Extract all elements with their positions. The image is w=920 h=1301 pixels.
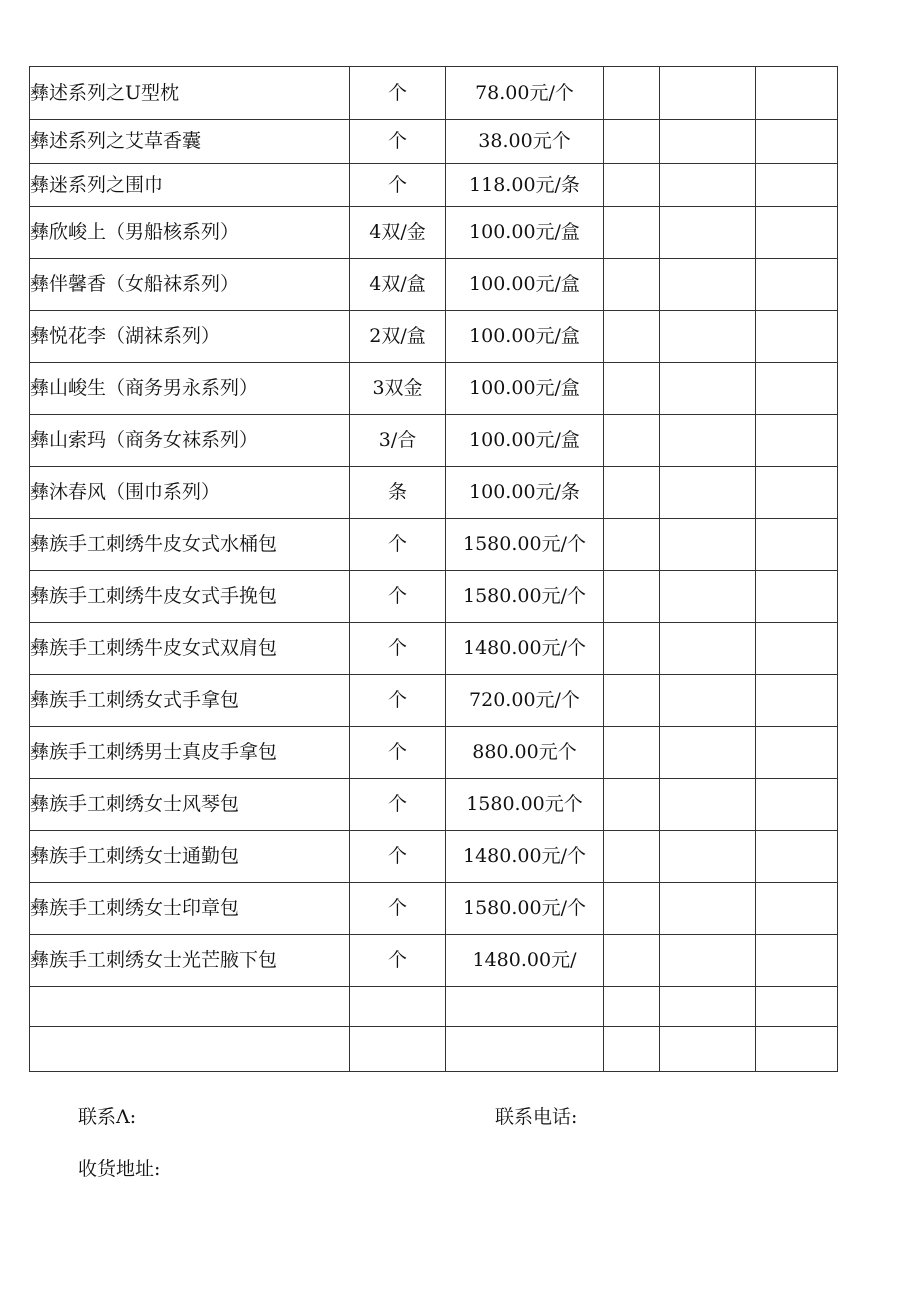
unit-price-cell: 1480.00元/ — [446, 935, 604, 987]
amount-cell — [660, 467, 756, 519]
product-name-cell: 彝族手工刺绣女式手拿包 — [30, 675, 350, 727]
product-name-cell: 彝述系列之U型枕 — [30, 67, 350, 120]
table-row — [30, 120, 838, 164]
unit-cell: 4双/金 — [350, 207, 446, 259]
unit-price-cell: 100.00元/盒 — [446, 207, 604, 259]
unit-price-cell: 100.00元/盒 — [446, 415, 604, 467]
product-name-cell: 彝族手工刺绣女士通勤包 — [30, 831, 350, 883]
quantity-cell — [604, 675, 660, 727]
quantity-cell — [604, 67, 660, 120]
product-table-body — [30, 67, 838, 1072]
table-row — [30, 519, 838, 571]
unit-price-cell: 100.00元/条 — [446, 467, 604, 519]
amount-cell — [660, 1027, 756, 1072]
table-row — [30, 987, 838, 1027]
product-name-cell: 彝述系列之艾草香囊 — [30, 120, 350, 164]
remark-cell — [756, 259, 838, 311]
product-name-cell: 彝族手工刺绣女士印章包 — [30, 883, 350, 935]
unit-cell: 个 — [350, 120, 446, 164]
unit-price-cell: 1580.00元/个 — [446, 571, 604, 623]
unit-cell: 个 — [350, 883, 446, 935]
amount-cell — [660, 987, 756, 1027]
product-name-cell: 彝族手工刺绣男士真皮手拿包 — [30, 727, 350, 779]
remark-cell — [756, 207, 838, 259]
product-name-cell: 彝山索玛（商务女袜系列） — [30, 415, 350, 467]
product-name-cell — [30, 1027, 350, 1072]
remark-cell — [756, 67, 838, 120]
quantity-cell — [604, 259, 660, 311]
contact-person-label: 联系Λ: — [78, 1106, 137, 1128]
quantity-cell — [604, 883, 660, 935]
quantity-cell — [604, 1027, 660, 1072]
product-name-cell: 彝族手工刺绣牛皮女式水桶包 — [30, 519, 350, 571]
quantity-cell — [604, 363, 660, 415]
table-row — [30, 1027, 838, 1072]
amount-cell — [660, 883, 756, 935]
amount-cell — [660, 727, 756, 779]
product-name-cell: 彝迷系列之围巾 — [30, 164, 350, 207]
quantity-cell — [604, 779, 660, 831]
unit-cell: 3/合 — [350, 415, 446, 467]
quantity-cell — [604, 207, 660, 259]
product-name-cell: 彝族手工刺绣女士风琴包 — [30, 779, 350, 831]
quantity-cell — [604, 415, 660, 467]
unit-cell: 3双金 — [350, 363, 446, 415]
unit-cell: 个 — [350, 519, 446, 571]
quantity-cell — [604, 727, 660, 779]
amount-cell — [660, 519, 756, 571]
quantity-cell — [604, 987, 660, 1027]
unit-cell: 个 — [350, 67, 446, 120]
product-table — [29, 66, 838, 1072]
quantity-cell — [604, 935, 660, 987]
remark-cell — [756, 164, 838, 207]
remark-cell — [756, 415, 838, 467]
quantity-cell — [604, 831, 660, 883]
table-row — [30, 164, 838, 207]
remark-cell — [756, 935, 838, 987]
remark-cell — [756, 467, 838, 519]
table-row — [30, 779, 838, 831]
amount-cell — [660, 259, 756, 311]
product-name-cell: 彝族手工刺绣牛皮女式手挽包 — [30, 571, 350, 623]
table-row — [30, 207, 838, 259]
shipping-address-label: 收货地址: — [78, 1158, 161, 1180]
remark-cell — [756, 519, 838, 571]
table-row — [30, 623, 838, 675]
product-name-cell: 彝伴馨香（女船袜系列） — [30, 259, 350, 311]
unit-cell: 个 — [350, 623, 446, 675]
product-name-cell: 彝族手工刺绣女士光芒腋下包 — [30, 935, 350, 987]
remark-cell — [756, 675, 838, 727]
product-name-cell: 彝沐春风（围巾系列） — [30, 467, 350, 519]
remark-cell — [756, 727, 838, 779]
amount-cell — [660, 779, 756, 831]
amount-cell — [660, 164, 756, 207]
unit-price-cell: 880.00元个 — [446, 727, 604, 779]
table-row — [30, 67, 838, 120]
product-name-cell: 彝欣峻上（男船核系列） — [30, 207, 350, 259]
remark-cell — [756, 363, 838, 415]
remark-cell — [756, 883, 838, 935]
unit-cell: 个 — [350, 779, 446, 831]
unit-cell: 个 — [350, 675, 446, 727]
table-row — [30, 675, 838, 727]
unit-price-cell: 78.00元/个 — [446, 67, 604, 120]
remark-cell — [756, 987, 838, 1027]
unit-price-cell: 100.00元/盒 — [446, 259, 604, 311]
quantity-cell — [604, 311, 660, 363]
unit-price-cell: 100.00元/盒 — [446, 363, 604, 415]
unit-cell — [350, 1027, 446, 1072]
table-row — [30, 259, 838, 311]
quantity-cell — [604, 467, 660, 519]
remark-cell — [756, 623, 838, 675]
table-row — [30, 831, 838, 883]
amount-cell — [660, 207, 756, 259]
unit-price-cell: 1480.00元/个 — [446, 831, 604, 883]
quantity-cell — [604, 164, 660, 207]
unit-cell: 个 — [350, 571, 446, 623]
table-row — [30, 727, 838, 779]
amount-cell — [660, 363, 756, 415]
unit-price-cell: 720.00元/个 — [446, 675, 604, 727]
unit-cell: 个 — [350, 831, 446, 883]
amount-cell — [660, 831, 756, 883]
amount-cell — [660, 415, 756, 467]
table-row — [30, 935, 838, 987]
unit-cell: 个 — [350, 727, 446, 779]
table-row — [30, 363, 838, 415]
quantity-cell — [604, 623, 660, 675]
unit-price-cell: 1580.00元/个 — [446, 883, 604, 935]
unit-price-cell — [446, 1027, 604, 1072]
unit-price-cell: 38.00元个 — [446, 120, 604, 164]
unit-price-cell: 100.00元/盒 — [446, 311, 604, 363]
remark-cell — [756, 120, 838, 164]
remark-cell — [756, 831, 838, 883]
amount-cell — [660, 571, 756, 623]
amount-cell — [660, 67, 756, 120]
table-row — [30, 415, 838, 467]
unit-cell — [350, 987, 446, 1027]
table-row — [30, 883, 838, 935]
unit-price-cell: 118.00元/条 — [446, 164, 604, 207]
remark-cell — [756, 779, 838, 831]
unit-price-cell — [446, 987, 604, 1027]
amount-cell — [660, 623, 756, 675]
remark-cell — [756, 571, 838, 623]
product-name-cell — [30, 987, 350, 1027]
amount-cell — [660, 120, 756, 164]
unit-cell: 2双/盒 — [350, 311, 446, 363]
quantity-cell — [604, 519, 660, 571]
remark-cell — [756, 1027, 838, 1072]
quantity-cell — [604, 120, 660, 164]
quantity-cell — [604, 571, 660, 623]
remark-cell — [756, 311, 838, 363]
table-row — [30, 311, 838, 363]
amount-cell — [660, 675, 756, 727]
product-name-cell: 彝悦花李（湖袜系列） — [30, 311, 350, 363]
unit-cell: 条 — [350, 467, 446, 519]
amount-cell — [660, 935, 756, 987]
amount-cell — [660, 311, 756, 363]
table-row — [30, 571, 838, 623]
unit-price-cell: 1480.00元/个 — [446, 623, 604, 675]
unit-price-cell: 1580.00元个 — [446, 779, 604, 831]
product-name-cell: 彝族手工刺绣牛皮女式双肩包 — [30, 623, 350, 675]
contact-phone-label: 联系电话: — [495, 1106, 578, 1128]
product-name-cell: 彝山峻生（商务男永系列） — [30, 363, 350, 415]
unit-cell: 4双/盒 — [350, 259, 446, 311]
unit-cell: 个 — [350, 935, 446, 987]
unit-price-cell: 1580.00元/个 — [446, 519, 604, 571]
table-row — [30, 467, 838, 519]
unit-cell: 个 — [350, 164, 446, 207]
